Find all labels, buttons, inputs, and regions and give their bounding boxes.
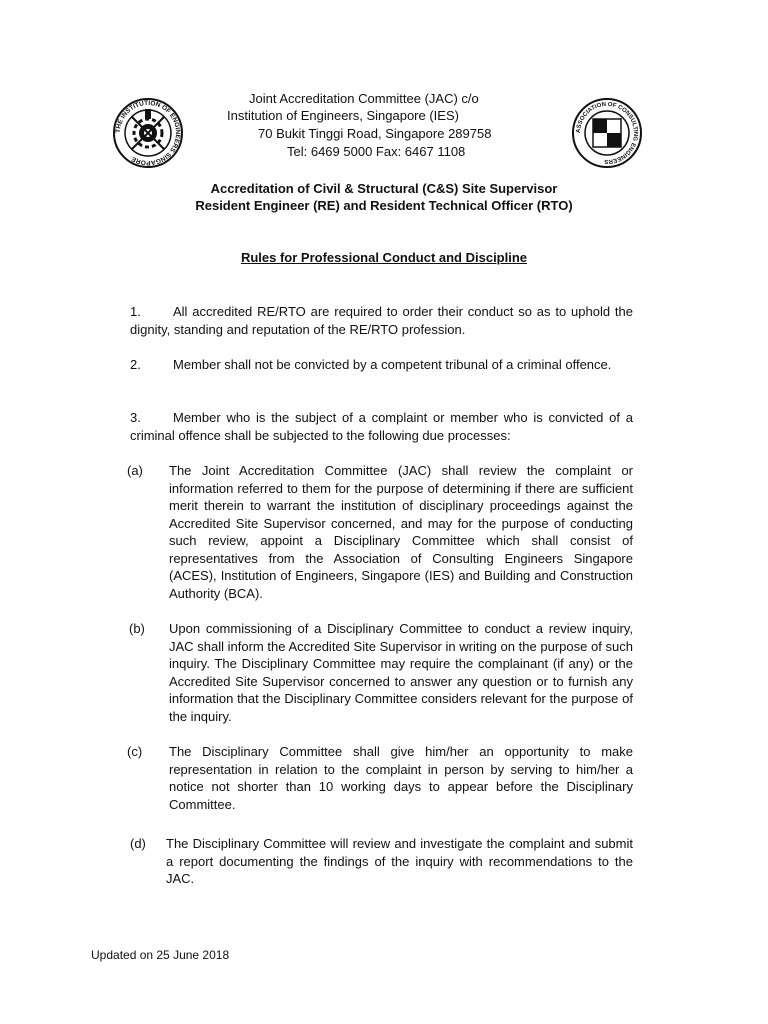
paragraph-number: 1.: [130, 304, 141, 319]
address-line-3: 70 Bukit Tinggi Road, Singapore 289758: [258, 126, 492, 141]
address-line-4: Tel: 6469 5000 Fax: 6467 1108: [287, 144, 466, 159]
updated-date-footer: Updated on 25 June 2018: [91, 948, 230, 962]
sub-item-text-b: Upon commissioning of a Disciplinary Committee to conduct a review inquiry, JAC shall inform the Accredited Site Supervisor in writing on the purpose of such inquiry. The Disciplinary Committee may require the complainant (if any) or the Accredited Site Supervisor concerned to answer any question or to furnish any information that the Disciplinary Committee considers relevant for the purpose of the inquiry.: [169, 621, 633, 724]
paragraph-2: [130, 356, 633, 374]
paragraph-3: [130, 409, 633, 444]
sub-item-text-c: The Disciplinary Committee shall give him/her an opportunity to make representation in relation to the complaint in person by serving to him/her a notice not shorter than 10 working days to appear before the Disciplinary Committee.: [169, 744, 633, 812]
address-line-1: Joint Accreditation Committee (JAC) c/o: [249, 91, 479, 106]
rules-heading: Rules for Professional Conduct and Discipline: [240, 250, 528, 265]
ies-logo: [112, 97, 184, 169]
sub-item-text-d: The Disciplinary Committee will review and investigate the complaint and submit a report documenting the findings of the inquiry with recommendations to the JAC.: [166, 836, 633, 886]
sub-item-label-a: (a): [127, 463, 143, 478]
sub-item-label-c: (c): [127, 744, 143, 759]
paragraph-number: 2.: [130, 357, 141, 372]
paragraph-text: Member who is the subject of a complaint or member who is convicted of a criminal offence shall be subjected to the following due processes:: [130, 410, 633, 443]
paragraph-1: [130, 303, 633, 338]
paragraph-text: Member shall not be convicted by a competent tribunal of a criminal offence.: [173, 357, 612, 372]
sub-item-label-d: (d): [130, 836, 146, 851]
aces-logo: [571, 97, 643, 169]
svg-text:ASSOCIATION OF CONSULTING ENGI: ASSOCIATION OF CONSULTING ENGINEERS: [575, 101, 639, 165]
sub-item-label-b: (b): [129, 621, 145, 636]
document-title-line-2: Resident Engineer (RE) and Resident Technical Officer (RTO): [195, 198, 573, 213]
sub-item-text-a: The Joint Accreditation Committee (JAC) shall review the complaint or information referred to them for the purpose of determining if there are sufficient merit therein to warrant the institution of disciplinary proceedings against the Accredited Site Supervisor concerned, and may for the purpose of conducting such review, appoint a Disciplinary Committee which shall consist of representatives from the Association of Consulting Engineers Singapore (ACES), Institution of Engineers, Singapore (IES) and Building and Construction Authority (BCA).: [169, 463, 633, 601]
address-line-2: Institution of Engineers, Singapore (IES): [227, 108, 459, 123]
document-title-line-1: Accreditation of Civil & Structural (C&S) Site Supervisor: [210, 181, 558, 196]
paragraph-number: 3.: [130, 410, 141, 425]
svg-text:THE INSTITUTION OF ENGINEERS S: THE INSTITUTION OF ENGINEERS SINGAPORE: [114, 99, 182, 167]
paragraph-text: All accredited RE/RTO are required to order their conduct so as to uphold the dignity, standing and reputation of the RE/RTO profession.: [130, 304, 633, 337]
